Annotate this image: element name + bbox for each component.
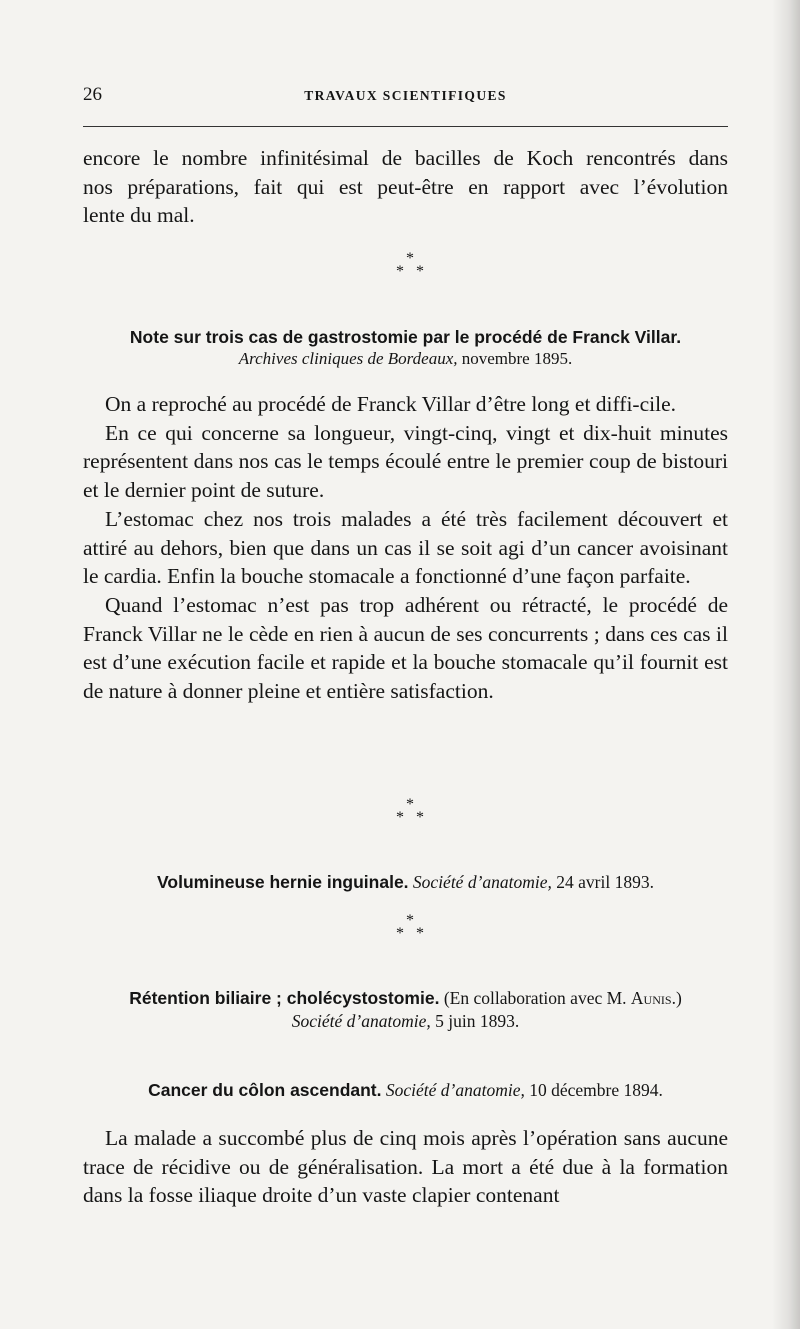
paragraph-3: L’estomac chez nos trois malades a été très facilement découvert et attiré au dehors, bien que dans un cas il se soit agi d’un cancer avoisinant le cardia. Enfin la bouche stomacale a fonctionné d’une façon parfaite. — [83, 506, 728, 589]
section-body-cancer — [83, 1124, 728, 1210]
section-title-cancer: Cancer du côlon ascendant. Société d’anatomie, 10 décembre 1894. — [148, 1080, 663, 1100]
section-separator-stars: * * * — [396, 912, 424, 942]
section-body-gastrostomie — [83, 390, 728, 706]
section-source-retention: Société d’anatomie, 5 juin 1893. — [291, 1011, 520, 1031]
paragraph-2: En ce qui concerne sa longueur, vingt-cinq, vingt et dix-huit minutes représentent dans nos cas le temps écoulé entre le premier coup de bistouri et le dernier point de suture. — [83, 420, 728, 503]
header-rule — [83, 126, 728, 127]
page-header — [83, 82, 728, 112]
paragraph-cancer: La malade a succombé plus de cinq mois après l’opération sans aucune trace de récidive ou de généralisation. La mort a été due à la formation dans la fosse iliaque droite d’un vaste clapier contenant — [83, 1126, 728, 1208]
paragraph-1: On a reproché au procédé de Franck Villar d’être long et diffi-cile. — [105, 392, 676, 416]
continuation-line-1: encore le nombre infinitésimal de bacilles de Koch rencontrés dans — [83, 146, 728, 170]
section-title-gastrostomie: Note sur trois cas de gastrostomie par le procédé de Franck Villar. — [129, 327, 682, 347]
section-title-hernie: Volumineuse hernie inguinale. Société d’anatomie, 24 avril 1893. — [157, 872, 654, 892]
section-title-retention: Rétention biliaire ; cholécystostomie. (En collaboration avec M. Aunis.) — [129, 988, 682, 1008]
continuation-paragraph — [83, 144, 728, 230]
running-title: TRAVAUX SCIENTIFIQUES — [304, 88, 507, 103]
section-separator-stars: * * * — [396, 250, 424, 280]
section-source-gastrostomie: Archives cliniques de Bordeaux, novembre 1895. — [238, 349, 573, 368]
continuation-line-2: nos préparations, fait qui est peut-être en rapport avec l’évolution — [83, 174, 728, 199]
section-separator-stars: * * * — [396, 796, 424, 826]
continuation-line-3: lente du mal. — [83, 203, 195, 228]
paragraph-4: Quand l’estomac n’est pas trop adhérent ou rétracté, le procédé de Franck Villar ne le cède en rien à aucun de ses concurrents ; dans ces cas il est d’une exécution facile et rapide et la bouche stomacale qu’il fournit est de nature à donner pleine et entière satisfaction. — [83, 592, 728, 704]
page-number: 26 — [83, 84, 102, 105]
page-edge-shadow — [772, 0, 800, 1329]
